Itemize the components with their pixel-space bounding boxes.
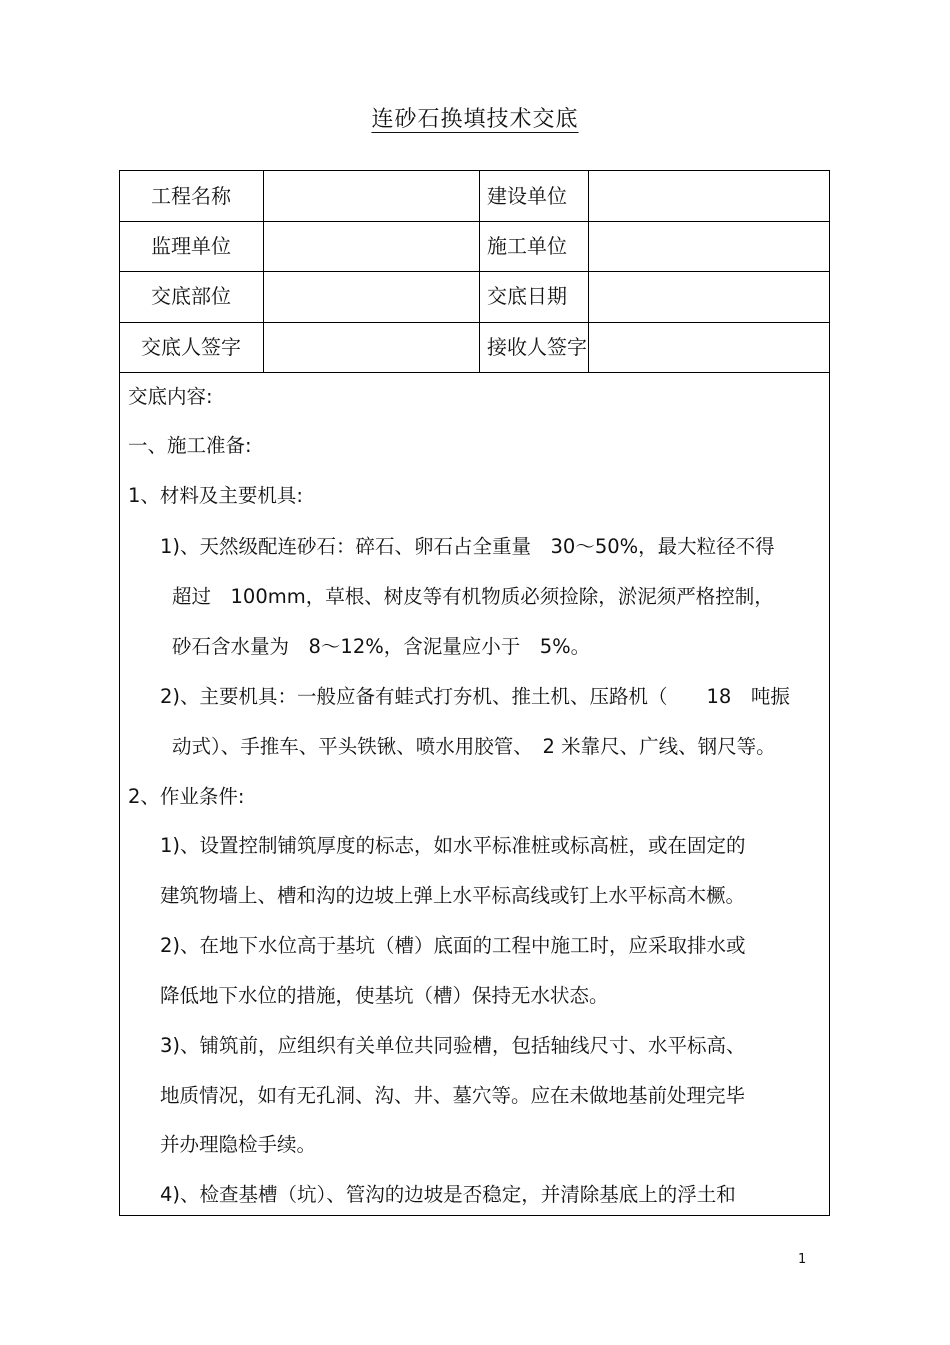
discloser-signature-value[interactable] — [270, 322, 470, 372]
section-heading: 一、施工准备: — [128, 434, 252, 457]
disclosure-table — [119, 170, 830, 1216]
discloser-signature-label: 交底人签字 — [141, 335, 241, 359]
content-line: 1)、设置控制铺筑厚度的标志，如水平标准桩或标高桩，或在固定的 — [160, 834, 746, 857]
table-divider — [120, 372, 829, 373]
content-line: 降低地下水位的措施，使基坑（槽）保持无水状态。 — [160, 984, 609, 1007]
subsection-heading: 2、作业条件: — [128, 785, 245, 808]
project-name-value[interactable] — [270, 171, 470, 221]
supervision-unit-value[interactable] — [270, 221, 470, 271]
construction-unit-label: 建设单位 — [487, 184, 567, 208]
page-number: 1 — [798, 1252, 807, 1267]
content-line: 砂石含水量为 8～12%，含泥量应小于 5%。 — [172, 635, 591, 658]
supervision-unit-label: 监理单位 — [151, 234, 231, 258]
content-heading: 交底内容: — [128, 385, 213, 408]
disclosure-location-label: 交底部位 — [151, 284, 231, 308]
disclosure-location-value[interactable] — [270, 271, 470, 321]
construction-unit-value[interactable] — [596, 171, 816, 221]
content-line: 动式）、手推车、平头铁锹、喷水用胶管、 2 米靠尺、广线、钢尺等。 — [172, 735, 776, 758]
receiver-signature-label: 接收人签字 — [487, 335, 587, 359]
contractor-label: 施工单位 — [487, 234, 567, 258]
content-line: 建筑物墙上、槽和沟的边坡上弹上水平标高线或钉上水平标高木橛。 — [160, 884, 746, 907]
content-line: 2)、主要机具：一般应备有蛙式打夯机、推土机、压路机（ 18 吨振 — [160, 685, 790, 708]
document-title: 连砂石换填技术交底 — [371, 107, 579, 132]
receiver-signature-value[interactable] — [596, 322, 816, 372]
contractor-value[interactable] — [596, 221, 816, 271]
project-name-label: 工程名称 — [151, 184, 231, 208]
content-line: 地质情况，如有无孔洞、沟、井、墓穴等。应在未做地基前处理完毕 — [160, 1084, 746, 1107]
content-line: 1)、天然级配连砂石：碎石、卵石占全重量 30～50%，最大粒径不得 — [160, 535, 775, 558]
content-line: 4)、检查基槽（坑）、管沟的边坡是否稳定，并清除基底上的浮土和 — [160, 1183, 736, 1206]
content-line: 超过 100mm，草根、树皮等有机物质必须捡除，淤泥须严格控制， — [172, 585, 774, 608]
content-line: 并办理隐检手续。 — [160, 1133, 317, 1156]
disclosure-date-label: 交底日期 — [487, 284, 567, 308]
subsection-heading: 1、材料及主要机具: — [128, 484, 303, 507]
content-line: 3)、铺筑前，应组织有关单位共同验槽，包括轴线尺寸、水平标高、 — [160, 1034, 746, 1057]
disclosure-date-value[interactable] — [596, 271, 816, 321]
content-line: 2)、在地下水位高于基坑（槽）底面的工程中施工时，应采取排水或 — [160, 934, 746, 957]
